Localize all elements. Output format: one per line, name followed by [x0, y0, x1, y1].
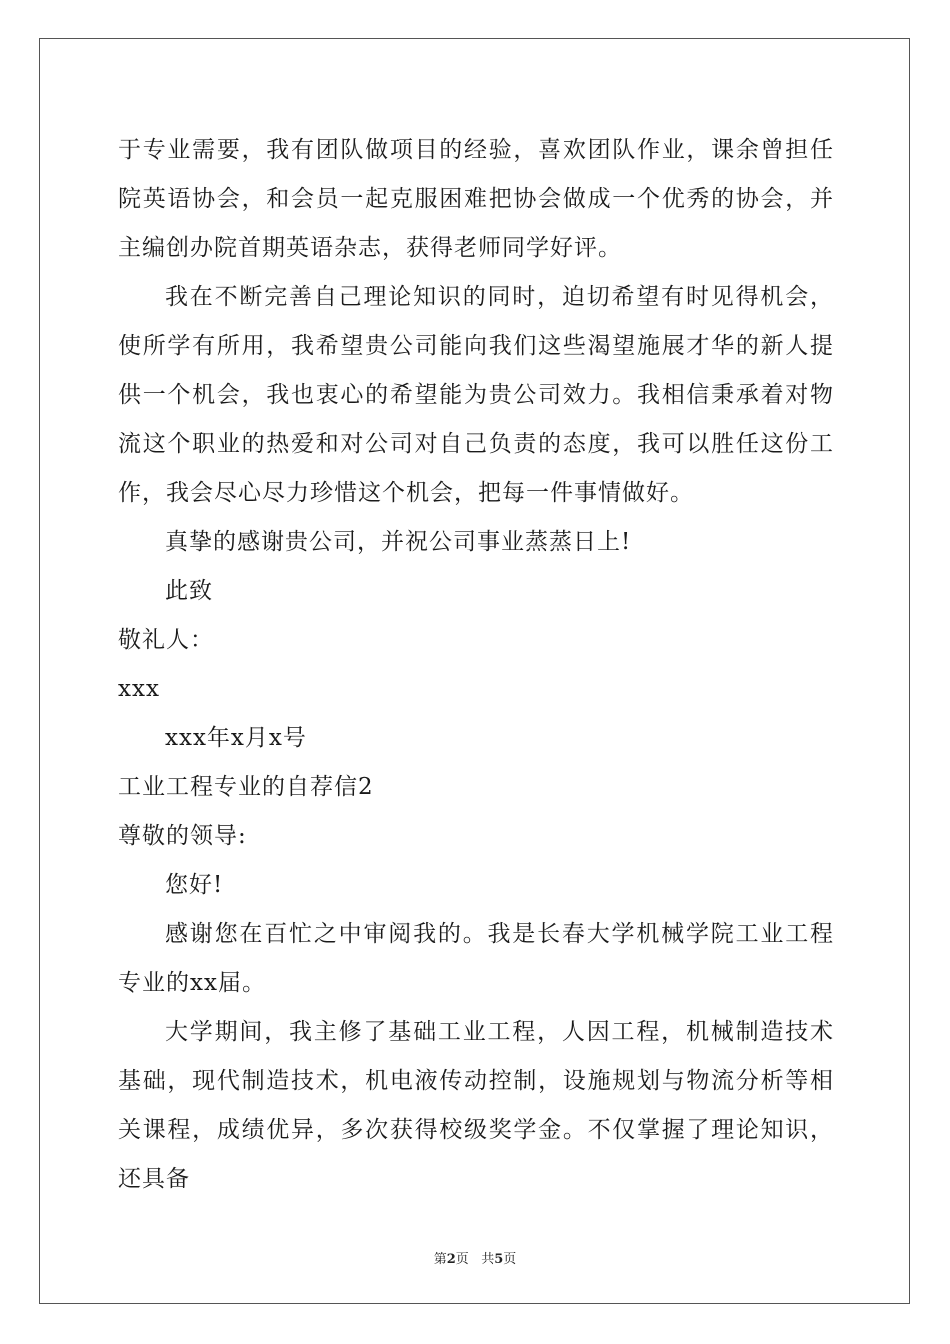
page-number-prefix: 第 — [433, 1252, 447, 1267]
page-total-suffix: 页 — [503, 1252, 517, 1267]
closing-regards: 敬礼人： — [118, 627, 214, 653]
paragraph: 感谢您在百忙之中审阅我的。我是长春大学机械学院工业工程专业的xx届。 — [118, 921, 834, 996]
closing-salutation: 此致 — [165, 578, 213, 604]
signature-name: xxx — [118, 676, 160, 702]
page-total-prefix: 共 — [481, 1252, 495, 1267]
paragraph: 于专业需要，我有团队做项目的经验，喜欢团队作业，课余曾担任院英语协会，和会员一起克服困难把协会做成一个优秀的协会，并主编创办院首期英语杂志，获得老师同学好评。 — [118, 137, 834, 261]
section-title: 工业工程专业的自荐信2 — [118, 774, 374, 800]
page-number-suffix: 页 — [455, 1252, 469, 1267]
greeting-line: 您好! — [165, 872, 224, 898]
page-footer — [0, 1248, 950, 1267]
paragraph: 真挚的感谢贵公司，并祝公司事业蒸蒸日上! — [165, 529, 632, 555]
page-total: 5 — [494, 1252, 504, 1267]
signature-date: xxx年x月x号 — [165, 725, 307, 751]
document-body — [118, 126, 834, 1204]
paragraph: 我在不断完善自己理论知识的同时，迫切希望有时见得机会，使所学有所用，我希望贵公司能向我们这些渴望施展才华的新人提供一个机会，我也衷心的希望能为贵公司效力。我相信秉承着对物流这个职业的热爱和对公司对自己负责的态度，我可以胜任这份工作，我会尽心尽力珍惜这个机会，把每一件事情做好。 — [118, 284, 834, 506]
paragraph: 大学期间，我主修了基础工业工程，人因工程，机械制造技术基础，现代制造技术，机电液传动控制，设施规划与物流分析等相关课程，成绩优异，多次获得校级奖学金。不仅掌握了理论知识，还具备 — [118, 1019, 834, 1192]
page-number-current: 2 — [446, 1252, 456, 1267]
greeting: 尊敬的领导: — [118, 823, 247, 849]
